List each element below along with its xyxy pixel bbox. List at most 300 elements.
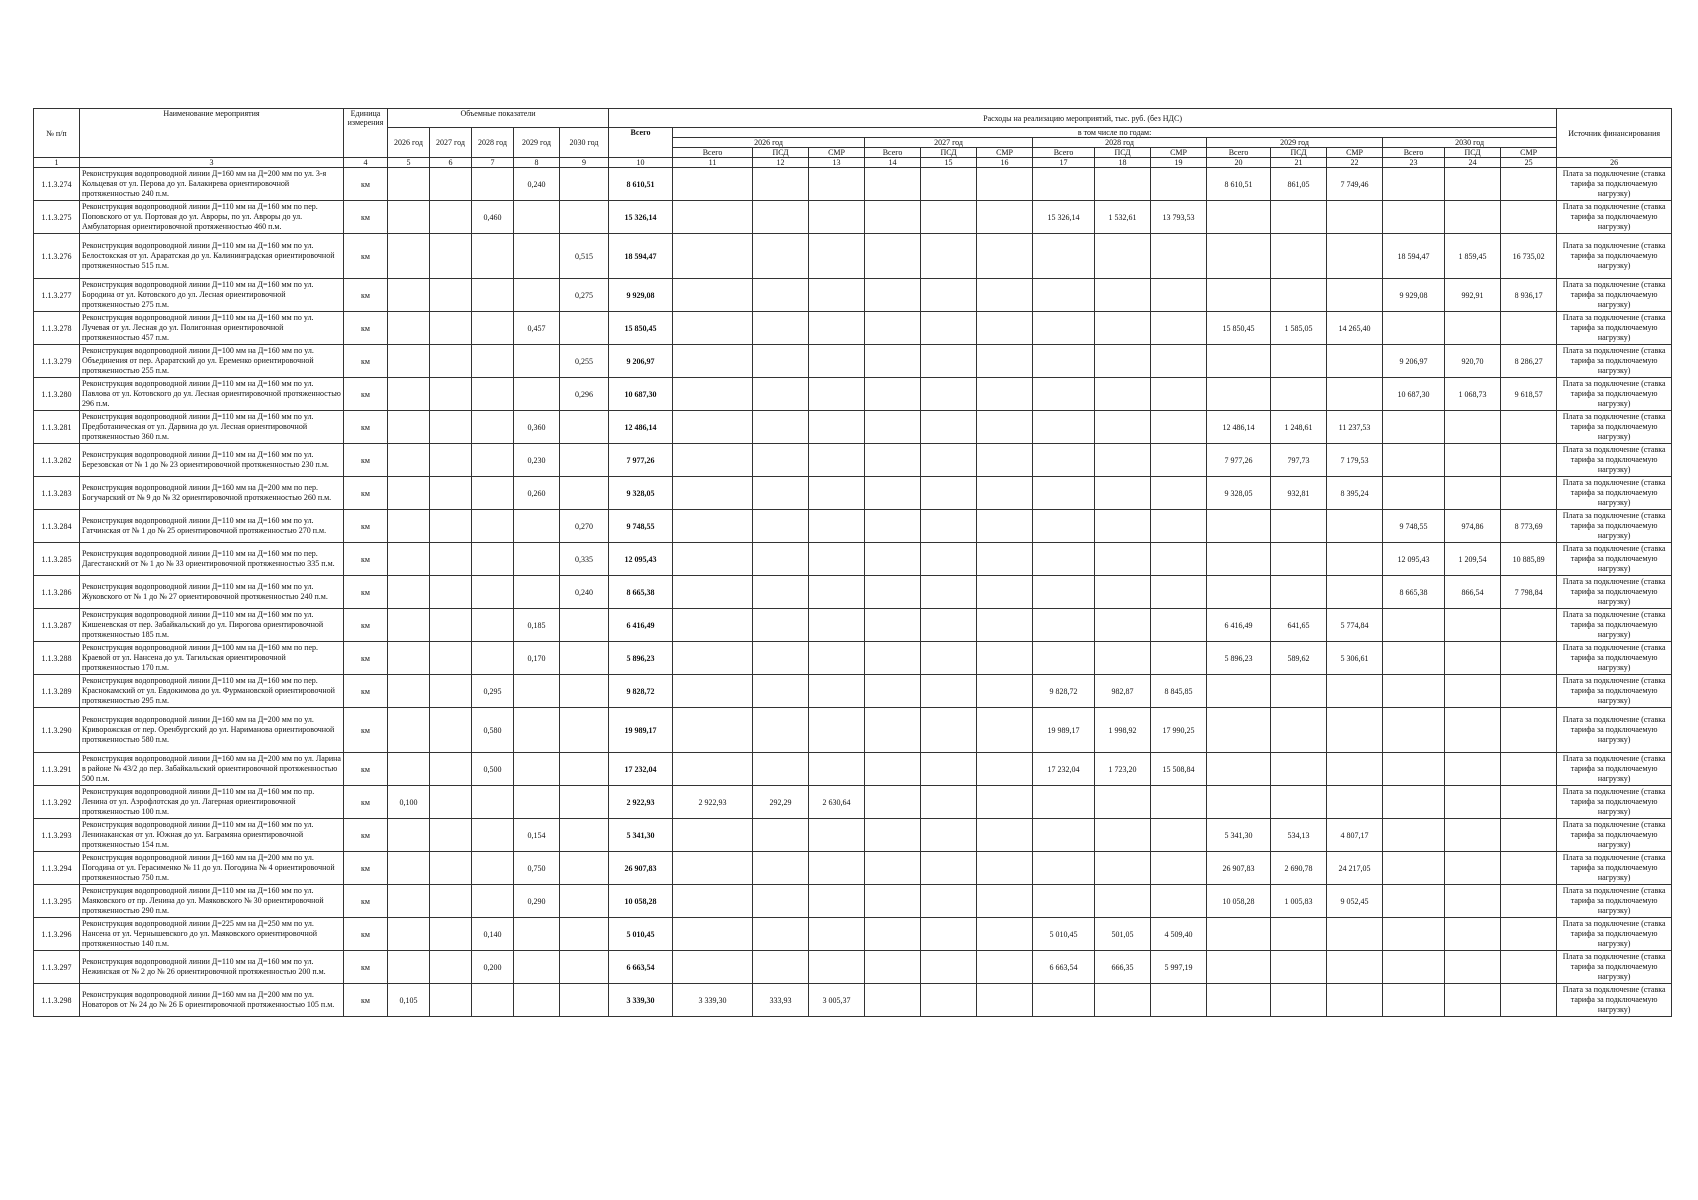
row-2026-total xyxy=(673,234,753,279)
row-2028-psd xyxy=(1095,312,1151,345)
row-volume-2028 xyxy=(472,411,514,444)
header-num: № п/п xyxy=(34,109,80,158)
row-2030-psd xyxy=(1445,444,1501,477)
row-2026-smr xyxy=(809,951,865,984)
column-number: 4 xyxy=(344,158,388,168)
row-volume-2030 xyxy=(560,786,609,819)
row-unit: км xyxy=(344,279,388,312)
row-2028-psd xyxy=(1095,984,1151,1017)
row-total: 19 989,17 xyxy=(609,708,673,753)
row-2028-smr xyxy=(1151,444,1207,477)
row-2029-smr xyxy=(1327,510,1383,543)
table-row xyxy=(34,786,1672,819)
row-2027-psd xyxy=(921,279,977,312)
row-2029-total xyxy=(1207,279,1271,312)
row-volume-2030 xyxy=(560,477,609,510)
row-2030-smr xyxy=(1501,984,1557,1017)
column-number: 10 xyxy=(609,158,673,168)
row-source: Плата за подключение (ставка тарифа за подключаемую нагрузку) xyxy=(1557,885,1672,918)
row-total: 2 922,93 xyxy=(609,786,673,819)
column-number: 3 xyxy=(80,158,344,168)
row-2028-total xyxy=(1033,477,1095,510)
row-total: 17 232,04 xyxy=(609,753,673,786)
table-row xyxy=(34,918,1672,951)
row-2028-smr xyxy=(1151,168,1207,201)
table-row xyxy=(34,411,1672,444)
row-2026-smr xyxy=(809,576,865,609)
row-unit: км xyxy=(344,786,388,819)
row-2027-total xyxy=(865,378,921,411)
row-2027-smr xyxy=(977,279,1033,312)
row-2028-total: 15 326,14 xyxy=(1033,201,1095,234)
row-number: 1.1.3.285 xyxy=(34,543,80,576)
row-2027-smr xyxy=(977,312,1033,345)
row-2028-smr xyxy=(1151,411,1207,444)
row-name: Реконструкция водопроводной линии Д=110 мм на Д=160 мм по ул. Бородина от ул. Котовского до ул. Лесная ориентировочной протяженностью 275 п.м. xyxy=(80,279,344,312)
column-number: 22 xyxy=(1327,158,1383,168)
row-2030-psd xyxy=(1445,852,1501,885)
row-2028-psd: 982,87 xyxy=(1095,675,1151,708)
row-total: 5 896,23 xyxy=(609,642,673,675)
row-unit: км xyxy=(344,312,388,345)
row-2028-smr xyxy=(1151,477,1207,510)
row-volume-2029 xyxy=(514,543,560,576)
row-2028-smr xyxy=(1151,885,1207,918)
row-2028-psd xyxy=(1095,444,1151,477)
row-2029-smr: 24 217,05 xyxy=(1327,852,1383,885)
row-2029-psd xyxy=(1271,543,1327,576)
row-2027-smr xyxy=(977,951,1033,984)
row-2030-psd: 1 859,45 xyxy=(1445,234,1501,279)
row-volume-2029 xyxy=(514,345,560,378)
row-2026-psd xyxy=(753,753,809,786)
row-volume-2030 xyxy=(560,753,609,786)
row-2028-psd xyxy=(1095,852,1151,885)
row-2026-smr xyxy=(809,345,865,378)
row-2030-total: 12 095,43 xyxy=(1383,543,1445,576)
row-2029-psd xyxy=(1271,918,1327,951)
row-2030-total xyxy=(1383,852,1445,885)
row-2030-psd xyxy=(1445,984,1501,1017)
row-2030-psd xyxy=(1445,675,1501,708)
row-2027-smr xyxy=(977,510,1033,543)
row-volume-2026 xyxy=(388,819,430,852)
row-2027-psd xyxy=(921,852,977,885)
row-2027-smr xyxy=(977,234,1033,279)
row-volume-2028: 0,200 xyxy=(472,951,514,984)
row-2026-smr xyxy=(809,510,865,543)
row-total: 8 665,38 xyxy=(609,576,673,609)
row-2027-total xyxy=(865,951,921,984)
row-2026-smr xyxy=(809,543,865,576)
sub-total: Всего xyxy=(1383,148,1445,158)
row-number: 1.1.3.296 xyxy=(34,918,80,951)
row-total: 15 850,45 xyxy=(609,312,673,345)
row-2029-smr xyxy=(1327,675,1383,708)
column-number: 7 xyxy=(472,158,514,168)
row-volume-2026: 0,105 xyxy=(388,984,430,1017)
row-volume-2030 xyxy=(560,852,609,885)
row-volume-2028 xyxy=(472,444,514,477)
row-unit: км xyxy=(344,753,388,786)
row-total: 7 977,26 xyxy=(609,444,673,477)
row-2027-psd xyxy=(921,312,977,345)
row-volume-2028 xyxy=(472,279,514,312)
row-2027-total xyxy=(865,609,921,642)
row-name: Реконструкция водопроводной линии Д=100 мм на Д=160 мм по пер. Краевой от ул. Нансена до ул. Тагильская ориентировочной протяженностью 170 п.м. xyxy=(80,642,344,675)
row-2029-smr xyxy=(1327,201,1383,234)
row-2029-total xyxy=(1207,543,1271,576)
row-source: Плата за подключение (ставка тарифа за подключаемую нагрузку) xyxy=(1557,708,1672,753)
row-volume-2027 xyxy=(430,885,472,918)
row-2029-total xyxy=(1207,918,1271,951)
row-2026-psd xyxy=(753,675,809,708)
row-2029-smr: 8 395,24 xyxy=(1327,477,1383,510)
row-volume-2029: 0,230 xyxy=(514,444,560,477)
row-2029-psd xyxy=(1271,234,1327,279)
row-name: Реконструкция водопроводной линии Д=110 мм на Д=160 мм по ул. Лучевая от ул. Лесная до ул. Полигонная ориентировочной протяженностью 457 п.м. xyxy=(80,312,344,345)
row-number: 1.1.3.283 xyxy=(34,477,80,510)
row-unit: км xyxy=(344,609,388,642)
row-total: 8 610,51 xyxy=(609,168,673,201)
row-volume-2030: 0,275 xyxy=(560,279,609,312)
row-2027-smr xyxy=(977,852,1033,885)
row-name: Реконструкция водопроводной линии Д=110 мм на Д=160 мм по пр. Ленина от ул. Аэрофлотская до ул. Лагерная ориентировочной протяженностью 100 п.м. xyxy=(80,786,344,819)
row-volume-2029: 0,260 xyxy=(514,477,560,510)
row-2029-total xyxy=(1207,201,1271,234)
row-source: Плата за подключение (ставка тарифа за подключаемую нагрузку) xyxy=(1557,609,1672,642)
column-number: 6 xyxy=(430,158,472,168)
row-volume-2027 xyxy=(430,918,472,951)
row-2030-smr xyxy=(1501,753,1557,786)
row-total: 26 907,83 xyxy=(609,852,673,885)
row-2029-psd xyxy=(1271,675,1327,708)
row-2026-psd xyxy=(753,234,809,279)
row-2027-total xyxy=(865,201,921,234)
row-2029-psd: 932,81 xyxy=(1271,477,1327,510)
row-2027-total xyxy=(865,345,921,378)
row-volume-2028 xyxy=(472,852,514,885)
row-number: 1.1.3.290 xyxy=(34,708,80,753)
row-2026-psd: 292,29 xyxy=(753,786,809,819)
row-unit: км xyxy=(344,477,388,510)
row-volume-2027 xyxy=(430,819,472,852)
row-2028-psd: 666,35 xyxy=(1095,951,1151,984)
row-2028-smr xyxy=(1151,510,1207,543)
row-2030-total xyxy=(1383,411,1445,444)
row-volume-2029 xyxy=(514,918,560,951)
row-volume-2028 xyxy=(472,378,514,411)
row-volume-2030 xyxy=(560,708,609,753)
row-2029-total xyxy=(1207,786,1271,819)
row-number: 1.1.3.287 xyxy=(34,609,80,642)
row-volume-2028 xyxy=(472,609,514,642)
row-volume-2026 xyxy=(388,675,430,708)
row-2030-total xyxy=(1383,609,1445,642)
row-volume-2028: 0,460 xyxy=(472,201,514,234)
row-2028-smr xyxy=(1151,642,1207,675)
row-2028-total: 9 828,72 xyxy=(1033,675,1095,708)
sub-total: Всего xyxy=(673,148,753,158)
row-2026-smr xyxy=(809,378,865,411)
row-source: Плата за подключение (ставка тарифа за подключаемую нагрузку) xyxy=(1557,411,1672,444)
row-2030-smr xyxy=(1501,609,1557,642)
row-volume-2028: 0,140 xyxy=(472,918,514,951)
row-volume-2028 xyxy=(472,819,514,852)
row-volume-2027 xyxy=(430,345,472,378)
row-volume-2027 xyxy=(430,168,472,201)
table-row xyxy=(34,234,1672,279)
row-source: Плата за подключение (ставка тарифа за подключаемую нагрузку) xyxy=(1557,234,1672,279)
row-2029-total xyxy=(1207,345,1271,378)
row-total: 18 594,47 xyxy=(609,234,673,279)
row-2026-smr xyxy=(809,411,865,444)
row-2030-total xyxy=(1383,444,1445,477)
row-2030-psd: 992,91 xyxy=(1445,279,1501,312)
row-2030-smr xyxy=(1501,411,1557,444)
row-2026-psd xyxy=(753,510,809,543)
row-2028-total xyxy=(1033,543,1095,576)
row-2026-psd xyxy=(753,918,809,951)
row-source: Плата за подключение (ставка тарифа за подключаемую нагрузку) xyxy=(1557,642,1672,675)
row-2027-psd xyxy=(921,675,977,708)
row-2026-smr xyxy=(809,279,865,312)
header-exp-year-2029: 2029 год xyxy=(1207,138,1383,148)
row-2027-psd xyxy=(921,444,977,477)
row-2028-psd xyxy=(1095,786,1151,819)
row-2029-psd: 1 248,61 xyxy=(1271,411,1327,444)
row-2028-smr xyxy=(1151,819,1207,852)
header-vol-year-2028: 2028 год xyxy=(472,128,514,158)
row-2028-total xyxy=(1033,411,1095,444)
row-2029-total: 7 977,26 xyxy=(1207,444,1271,477)
row-2027-total xyxy=(865,675,921,708)
row-2030-smr xyxy=(1501,852,1557,885)
row-name: Реконструкция водопроводной линии Д=160 мм на Д=200 мм по ул. Ларина в районе № 43/2 до пер. Забайкальский ориентировочной протяженностью 500 п.м. xyxy=(80,753,344,786)
row-total: 10 687,30 xyxy=(609,378,673,411)
column-number: 13 xyxy=(809,158,865,168)
row-volume-2027 xyxy=(430,411,472,444)
row-2030-smr: 9 618,57 xyxy=(1501,378,1557,411)
row-2028-psd: 1 532,61 xyxy=(1095,201,1151,234)
row-2027-smr xyxy=(977,708,1033,753)
row-volume-2030 xyxy=(560,885,609,918)
row-2027-total xyxy=(865,885,921,918)
row-volume-2026 xyxy=(388,576,430,609)
column-number: 21 xyxy=(1271,158,1327,168)
row-2030-psd xyxy=(1445,708,1501,753)
row-2029-total: 5 896,23 xyxy=(1207,642,1271,675)
column-number: 20 xyxy=(1207,158,1271,168)
row-2030-smr xyxy=(1501,477,1557,510)
row-2027-total xyxy=(865,312,921,345)
row-volume-2026 xyxy=(388,543,430,576)
row-2030-psd xyxy=(1445,885,1501,918)
row-2028-total xyxy=(1033,279,1095,312)
row-2029-total: 8 610,51 xyxy=(1207,168,1271,201)
row-2030-total xyxy=(1383,786,1445,819)
row-volume-2030 xyxy=(560,819,609,852)
table-row xyxy=(34,201,1672,234)
row-2028-total xyxy=(1033,819,1095,852)
row-2028-total xyxy=(1033,576,1095,609)
row-volume-2029 xyxy=(514,576,560,609)
row-volume-2028 xyxy=(472,345,514,378)
row-2030-smr: 8 773,69 xyxy=(1501,510,1557,543)
row-2028-smr xyxy=(1151,345,1207,378)
row-2026-smr xyxy=(809,642,865,675)
row-2026-total xyxy=(673,477,753,510)
row-2030-smr xyxy=(1501,201,1557,234)
row-2028-total xyxy=(1033,786,1095,819)
row-2027-psd xyxy=(921,168,977,201)
row-name: Реконструкция водопроводной линии Д=110 мм на Д=160 мм по ул. Маяковского от пр. Ленина до ул. Маяковского № 30 ориентировочной протяженностью 290 п.м. xyxy=(80,885,344,918)
row-2030-smr xyxy=(1501,444,1557,477)
row-volume-2027 xyxy=(430,708,472,753)
row-number: 1.1.3.276 xyxy=(34,234,80,279)
row-volume-2030: 0,515 xyxy=(560,234,609,279)
row-source: Плата за подключение (ставка тарифа за подключаемую нагрузку) xyxy=(1557,918,1672,951)
row-volume-2027 xyxy=(430,642,472,675)
row-volume-2028: 0,500 xyxy=(472,753,514,786)
row-2030-psd xyxy=(1445,168,1501,201)
row-volume-2026 xyxy=(388,411,430,444)
row-2030-psd: 866,54 xyxy=(1445,576,1501,609)
row-2027-psd xyxy=(921,510,977,543)
row-2030-total: 18 594,47 xyxy=(1383,234,1445,279)
row-number: 1.1.3.274 xyxy=(34,168,80,201)
column-number: 19 xyxy=(1151,158,1207,168)
row-2028-total: 5 010,45 xyxy=(1033,918,1095,951)
row-unit: км xyxy=(344,675,388,708)
row-2027-smr xyxy=(977,345,1033,378)
row-2027-smr xyxy=(977,543,1033,576)
row-2026-total xyxy=(673,951,753,984)
row-total: 9 828,72 xyxy=(609,675,673,708)
row-2026-smr xyxy=(809,201,865,234)
row-volume-2026 xyxy=(388,852,430,885)
row-2026-total xyxy=(673,312,753,345)
row-2030-total xyxy=(1383,951,1445,984)
row-2028-total xyxy=(1033,312,1095,345)
row-2030-psd xyxy=(1445,918,1501,951)
row-2029-smr: 5 306,61 xyxy=(1327,642,1383,675)
row-2028-psd xyxy=(1095,642,1151,675)
column-number: 9 xyxy=(560,158,609,168)
row-volume-2028 xyxy=(472,642,514,675)
row-2028-smr xyxy=(1151,786,1207,819)
sub-smr: СМР xyxy=(809,148,865,158)
column-number: 11 xyxy=(673,158,753,168)
row-2027-psd xyxy=(921,984,977,1017)
row-2026-smr xyxy=(809,675,865,708)
row-volume-2030 xyxy=(560,168,609,201)
row-2028-smr xyxy=(1151,852,1207,885)
row-2029-psd: 2 690,78 xyxy=(1271,852,1327,885)
column-number: 23 xyxy=(1383,158,1445,168)
row-unit: км xyxy=(344,708,388,753)
row-2027-total xyxy=(865,576,921,609)
row-2029-total xyxy=(1207,510,1271,543)
row-2029-psd xyxy=(1271,708,1327,753)
row-volume-2027 xyxy=(430,378,472,411)
row-volume-2026 xyxy=(388,312,430,345)
row-number: 1.1.3.288 xyxy=(34,642,80,675)
row-name: Реконструкция водопроводной линии Д=110 мм на Д=160 мм по пер. Поповского от ул. Портовая до ул. Авроры, по ул. Авроры до ул. Амбулаторная ориентировочной протяженностью 460 п.м. xyxy=(80,201,344,234)
row-2027-smr xyxy=(977,201,1033,234)
row-name: Реконструкция водопроводной линии Д=160 мм на Д=200 мм по ул. 3-я Кольцевая от ул. Перова до ул. Балакирева ориентировочной протяженностью 240 п.м. xyxy=(80,168,344,201)
row-unit: км xyxy=(344,543,388,576)
header-name: Наименование мероприятия xyxy=(80,109,344,158)
row-unit: км xyxy=(344,984,388,1017)
row-2027-psd xyxy=(921,201,977,234)
row-2026-total xyxy=(673,510,753,543)
row-2026-psd xyxy=(753,609,809,642)
row-2027-psd xyxy=(921,918,977,951)
row-2028-total xyxy=(1033,642,1095,675)
row-2026-smr xyxy=(809,312,865,345)
row-2029-smr xyxy=(1327,576,1383,609)
row-2026-psd xyxy=(753,279,809,312)
row-2030-total xyxy=(1383,708,1445,753)
row-unit: км xyxy=(344,510,388,543)
row-total: 5 341,30 xyxy=(609,819,673,852)
row-total: 9 328,05 xyxy=(609,477,673,510)
row-2026-smr xyxy=(809,609,865,642)
row-2027-psd xyxy=(921,642,977,675)
row-2030-psd xyxy=(1445,609,1501,642)
row-2027-smr xyxy=(977,642,1033,675)
row-2029-psd: 534,13 xyxy=(1271,819,1327,852)
row-2026-smr xyxy=(809,444,865,477)
row-2028-total xyxy=(1033,345,1095,378)
row-2026-psd xyxy=(753,378,809,411)
row-volume-2028 xyxy=(472,984,514,1017)
row-2028-total xyxy=(1033,444,1095,477)
row-2028-smr xyxy=(1151,312,1207,345)
row-2028-psd xyxy=(1095,576,1151,609)
row-total: 5 010,45 xyxy=(609,918,673,951)
row-2027-smr xyxy=(977,885,1033,918)
row-name: Реконструкция водопроводной линии Д=110 мм на Д=160 мм по пер. Краснокамский от ул. Евдокимова до ул. Фурмановской ориентировочной протяженностью 295 п.м. xyxy=(80,675,344,708)
row-volume-2029: 0,240 xyxy=(514,168,560,201)
row-volume-2028 xyxy=(472,312,514,345)
row-volume-2028 xyxy=(472,234,514,279)
row-name: Реконструкция водопроводной линии Д=110 мм на Д=160 мм по ул. Кишеневская от пер. Забайкальский до ул. Пирогова ориентировочной протяженностью 185 п.м. xyxy=(80,609,344,642)
table-row xyxy=(34,753,1672,786)
row-source: Плата за подключение (ставка тарифа за подключаемую нагрузку) xyxy=(1557,312,1672,345)
row-2026-total xyxy=(673,543,753,576)
row-2029-psd xyxy=(1271,951,1327,984)
row-2029-psd xyxy=(1271,345,1327,378)
row-2030-total: 8 665,38 xyxy=(1383,576,1445,609)
row-volume-2026 xyxy=(388,642,430,675)
row-2029-smr xyxy=(1327,786,1383,819)
row-2027-total xyxy=(865,642,921,675)
row-2028-smr xyxy=(1151,234,1207,279)
row-2030-total: 10 687,30 xyxy=(1383,378,1445,411)
row-number: 1.1.3.289 xyxy=(34,675,80,708)
row-2029-smr xyxy=(1327,753,1383,786)
row-2029-total: 6 416,49 xyxy=(1207,609,1271,642)
column-number: 26 xyxy=(1557,158,1672,168)
sub-psd: ПСД xyxy=(1271,148,1327,158)
sub-smr: СМР xyxy=(1327,148,1383,158)
table-row xyxy=(34,345,1672,378)
row-2027-total xyxy=(865,477,921,510)
row-unit: км xyxy=(344,642,388,675)
row-2027-smr xyxy=(977,444,1033,477)
